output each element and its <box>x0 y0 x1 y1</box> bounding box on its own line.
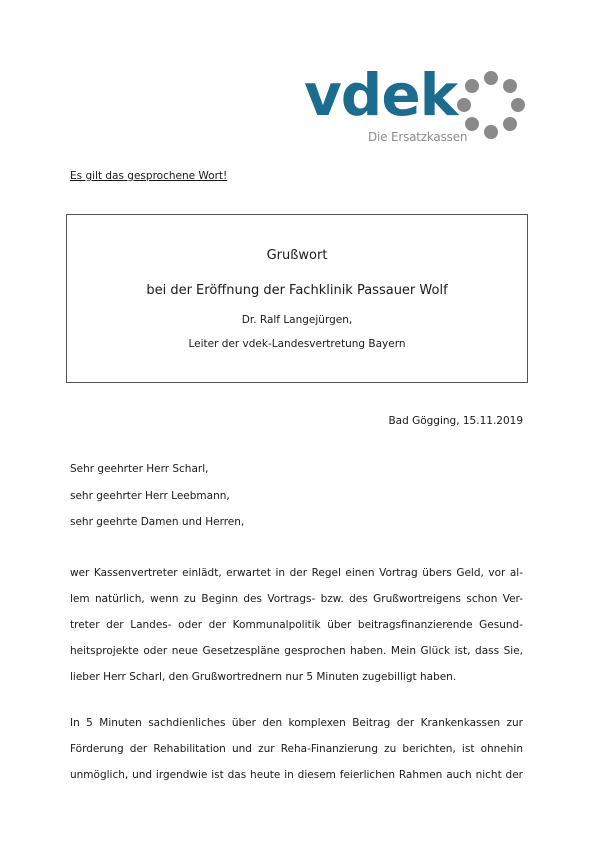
text-line: In 5 Minuten sachdienliches über den komplexen Beitrag der Krankenkassen zur <box>70 717 523 729</box>
speech-title: Grußwort <box>266 248 328 263</box>
title-box <box>66 214 528 383</box>
speech-subtitle: bei der Eröffnung der Fachklinik Passauer Wolf <box>146 283 448 298</box>
salutation-line: Sehr geehrter Herr Scharl, <box>70 463 209 475</box>
logo-tagline: Die Ersatzkassen <box>368 130 468 144</box>
text-line: treter der Landes- oder der Kommunalpolitik über beitragsfinanzierende Gesund- <box>70 619 523 631</box>
logo-ring-icon <box>456 70 526 140</box>
text-line: lieber Herr Scharl, den Grußwortrednern nur 5 Minuten zugebilligt haben. <box>70 671 457 683</box>
text-line: heitsprojekte oder neue Gesetzespläne gesprochen haben. Mein Glück ist, dass Sie, <box>70 645 523 657</box>
salutation-line: sehr geehrter Herr Leebmann, <box>70 490 230 502</box>
text-line: lem natürlich, wenn zu Beginn des Vortrags- bzw. des Grußwortreigens schon Ver- <box>70 593 523 605</box>
speaker-role: Leiter der vdek-Landesvertretung Bayern <box>188 338 406 350</box>
salutation-line: sehr geehrte Damen und Herren, <box>70 516 245 528</box>
logo-wordmark: vdek <box>304 61 458 129</box>
text-line: wer Kassenvertreter einlädt, erwartet in der Regel einen Vortrag übers Geld, vor al- <box>70 567 523 579</box>
text-line: unmöglich, und irgendwie ist das heute in diesem feierlichen Rahmen auch nicht der <box>70 769 523 781</box>
paragraph-2 <box>70 710 523 788</box>
paragraph-1 <box>70 560 523 690</box>
text-line: Förderung der Rehabilitation und zur Reha-Finanzierung zu berichten, ist ohnehin <box>70 743 523 755</box>
vdek-logo <box>304 61 526 152</box>
speaker-name: Dr. Ralf Langejürgen, <box>241 314 353 326</box>
disclaimer: Es gilt das gesprochene Wort! <box>70 170 228 182</box>
dateline: Bad Gögging, 15.11.2019 <box>388 415 523 427</box>
